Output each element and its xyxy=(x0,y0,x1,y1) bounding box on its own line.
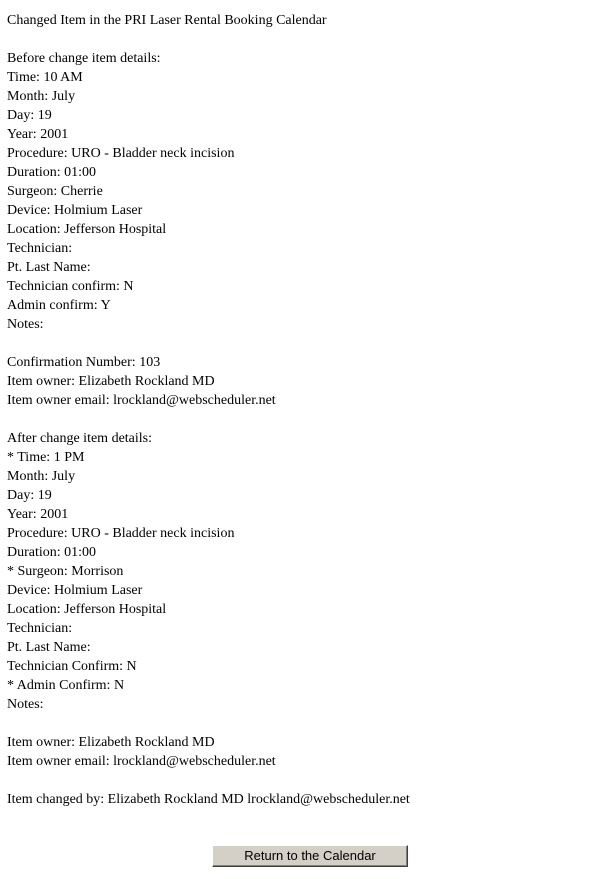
before-duration: Duration: 01:00 xyxy=(7,165,97,180)
after-item-owner: Item owner: Elizabeth Rockland MD xyxy=(7,735,215,750)
after-device: Device: Holmium Laser xyxy=(7,583,143,598)
before-time: Time: 10 AM xyxy=(7,70,83,85)
before-year: Year: 2001 xyxy=(7,127,69,142)
after-year: Year: 2001 xyxy=(7,507,69,522)
spacer xyxy=(7,714,597,733)
before-procedure: Procedure: URO - Bladder neck incision xyxy=(7,146,235,161)
after-procedure: Procedure: URO - Bladder neck incision xyxy=(7,526,235,541)
page-heading: Changed Item in the PRI Laser Rental Booking Calendar xyxy=(7,13,327,28)
item-changed-by: Item changed by: Elizabeth Rockland MD lrockland@webscheduler.net xyxy=(7,792,410,807)
after-day: Day: 19 xyxy=(7,488,52,503)
before-day: Day: 19 xyxy=(7,108,52,123)
after-admin-confirm: * Admin Confirm: N xyxy=(7,678,125,693)
before-technician-confirm: Technician confirm: N xyxy=(7,279,134,294)
before-pt-last-name: Pt. Last Name: xyxy=(7,260,91,275)
spacer xyxy=(7,410,597,429)
after-title: After change item details: xyxy=(7,431,152,446)
before-month: Month: July xyxy=(7,89,76,104)
after-duration: Duration: 01:00 xyxy=(7,545,97,560)
after-technician-confirm: Technician Confirm: N xyxy=(7,659,137,674)
before-technician: Technician: xyxy=(7,241,73,256)
after-month: Month: July xyxy=(7,469,76,484)
return-to-calendar-button[interactable]: Return to the Calendar xyxy=(212,845,408,867)
before-location: Location: Jefferson Hospital xyxy=(7,222,167,237)
after-technician: Technician: xyxy=(7,621,73,636)
spacer xyxy=(7,334,597,353)
before-title: Before change item details: xyxy=(7,51,161,66)
after-location: Location: Jefferson Hospital xyxy=(7,602,167,617)
before-notes: Notes: xyxy=(7,317,44,332)
before-details xyxy=(7,49,597,334)
button-row xyxy=(0,845,603,867)
after-pt-last-name: Pt. Last Name: xyxy=(7,640,91,655)
spacer xyxy=(7,30,597,49)
before-surgeon: Surgeon: Cherrie xyxy=(7,184,103,199)
after-notes: Notes: xyxy=(7,697,44,712)
item-owner: Item owner: Elizabeth Rockland MD xyxy=(7,374,215,389)
item-owner-email: Item owner email: lrockland@webscheduler.net xyxy=(7,393,276,408)
confirmation-details xyxy=(7,353,597,410)
confirmation-number: Confirmation Number: 103 xyxy=(7,355,161,370)
after-surgeon: * Surgeon: Morrison xyxy=(7,564,124,579)
spacer xyxy=(7,771,597,790)
after-item-owner-email: Item owner email: lrockland@webscheduler.net xyxy=(7,754,276,769)
change-notification xyxy=(7,11,597,809)
after-time: * Time: 1 PM xyxy=(7,450,85,465)
before-device: Device: Holmium Laser xyxy=(7,203,143,218)
after-details xyxy=(7,429,597,714)
after-owner-details xyxy=(7,733,597,771)
before-admin-confirm: Admin confirm: Y xyxy=(7,298,111,313)
